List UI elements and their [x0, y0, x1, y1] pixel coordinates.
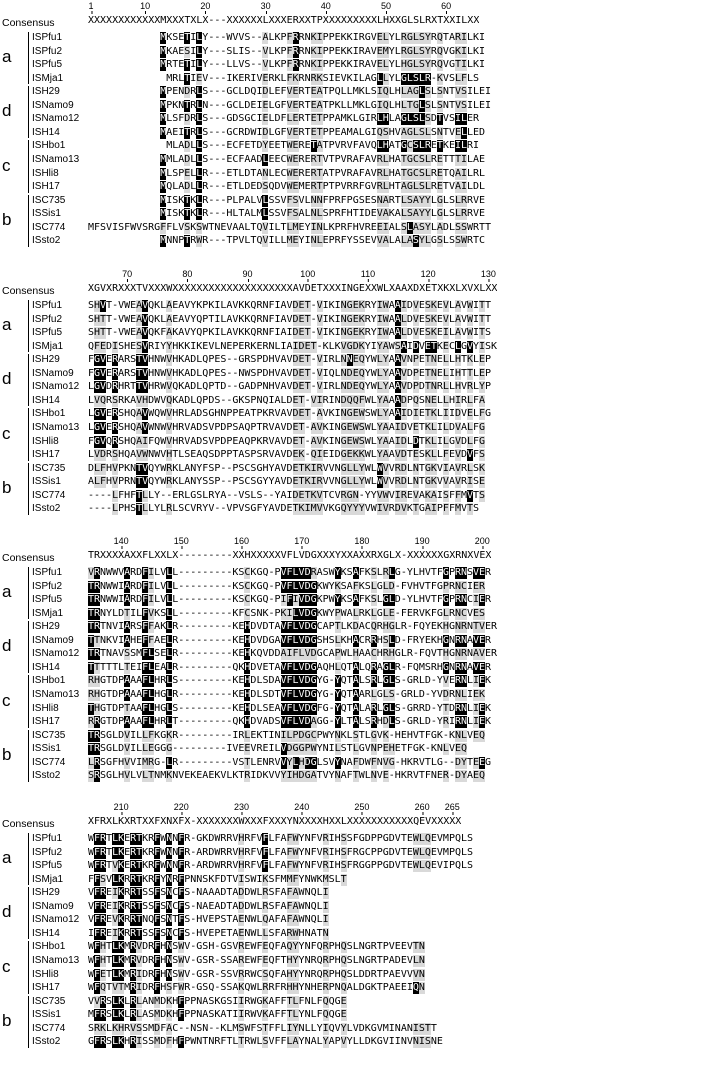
sequence-name: ISNamo9: [32, 99, 74, 111]
ruler-tick: 140: [113, 536, 129, 546]
ruler-tick: 180: [354, 536, 370, 546]
alignment-block: [0, 268, 708, 533]
sequence-name: ISC774: [32, 489, 66, 501]
ruler-tick: 60: [441, 1, 452, 11]
sequence-name: ISNamo13: [32, 954, 80, 966]
sequence-name: ISC735: [32, 729, 66, 741]
group-bracket: [28, 941, 29, 993]
sequence-row: TRSGLDVILLFKGKR---------IRLEKTINILPDGCPWYNKLSTLGVK-HEHVTFGK-KNLVEQ: [88, 729, 486, 741]
group-bracket: [28, 621, 29, 673]
sequence-row: MRTETILY---LLVS--VLKPFRRNKIPPEKKIRAVELYLHGLSYRQVGTILKI: [160, 59, 486, 71]
sequence-row: THGTDPTAAFLHGLS---------KEHDLSEAVFLVDGFG-YQTALARLGLS-GRRD-YTDRNLIEK: [88, 702, 492, 714]
sequence-row: SHTT-VWEAVQKLAEAVYQPTILAVKKQRNFIAVDET-VIKINGEKRYIWAALDVESKEVLAVWITT: [88, 313, 492, 325]
sequence-name: ISPfu5: [32, 594, 63, 606]
sequence-name: ISPfu1: [32, 300, 63, 311]
consensus-label: Consensus: [2, 552, 55, 564]
group-bracket: [28, 86, 29, 138]
ruler-tick: 250: [354, 802, 370, 812]
sequence-name: ISHbo1: [32, 140, 66, 152]
sequence-name: ISPfu1: [32, 32, 63, 43]
sequence-row: TRNWWIARDFILVLL---------KSCKGQ-PIFIVDGKPWYKSAFKSLGLD-YLHVTFGPRNCIER: [88, 594, 492, 606]
sequence-row: VFREIKRRTSSFSNCFS-NAEADTADDWLRSFAFAWNQLI: [88, 900, 329, 912]
sequence-name: ISH14: [32, 126, 60, 138]
sequence-row: WFRTLKERTKRFWNNFR-GKDWRRVHRFVFLFAFWYNFVRIHSSFGDPPGDVTEWLQEVMPQLS: [88, 833, 473, 844]
sequence-row: TRSGLDVILLEGGG---------IVEEVREILVDGGPWYNILSTLGVNPEHETFGK-KNLVEQ: [88, 743, 467, 755]
consensus-label: Consensus: [2, 818, 55, 830]
sequence-row: VRNWWVARDFILVLL---------KSCKGQ-PVFLVDRASWYKSAFKSLRLG-YLHVTFGPRNSVER: [88, 567, 492, 578]
group-letter: a: [2, 582, 12, 602]
group-letter: b: [2, 477, 12, 497]
sequence-name: ISNamo13: [32, 153, 80, 165]
sequence-name: ISHbo1: [32, 408, 66, 420]
group-letter: b: [2, 744, 12, 764]
group-bracket: [28, 140, 29, 192]
sequence-name: ISSis1: [32, 1009, 61, 1021]
sequence-row: MQLADLLR---ETLDEDSQDVWEMERTPTPVRRFGVRLHTAGLSLRETVAILDL: [160, 181, 486, 193]
sequence-row: TTNKVIAHEFFAELR---------KEHDVDGAVFLVDGSHSLKHACRRHSLD-FRYEKHGNRNAVER: [88, 634, 492, 646]
sequence-row: GFRSLKHRISSMDFHFPWNTNRFTLTRWLSVFFLAYNALYAPVYLLDKGVIINVNISNE: [88, 1036, 443, 1048]
sequence-name: ISSis1: [32, 743, 61, 755]
sequence-row: TTTTTLTEIFLEALR---------QKHDVETAVFLVDGAQHLQTALQRAGLR-FQMSRHGNRNAVER: [88, 661, 492, 673]
sequence-row: IFREIKRRTSSFSNCFS-HVEPETAENWLLSFARWHNATN: [88, 927, 329, 939]
sequence-name: ISH17: [32, 716, 60, 728]
sequence-row: TRNYLDTILFVKSLL---------KFCSNK-PKILVDGKWYPWALRKLGLE-FERVKFGLRNCVES: [88, 607, 486, 619]
sequence-name: ISH29: [32, 354, 60, 366]
alignment-block: [0, 0, 708, 265]
sequence-row: SRKLKHRVSSMDFAC--NSN--KLMSWFSTFFLIYNLLYIQVYLVDKGVMINANISTT: [88, 1022, 437, 1034]
group-bracket: [28, 887, 29, 939]
ruler-tick: 80: [182, 269, 193, 279]
sequence-name: ISMja1: [32, 873, 64, 885]
sequence-row: MPENDRLS---GCLDQIDLEFVERTEATPQLLMKLSIQLHLAGLSLSNTVSILEI: [160, 86, 492, 98]
sequence-row: MLSFDRLS---GDSGCIELDFLERTETPPAMKLGIRLHLAGLSLSDTVSILER: [160, 113, 480, 125]
consensus-label: Consensus: [2, 285, 55, 297]
sequence-row: LVDRSHQAVWNWVHTLSEAQSDPPTASPSRVAVDEK-QIEIDGEKKWLYAAVDTESKLLFEVDVFS: [88, 449, 486, 461]
sequence-row: LRSGFHVVIMRG-LR---------VSTLENRVVYLHDGLSVYNAFDWFNVG-HKRVTLG--DYTEEG: [88, 756, 492, 768]
group-bracket: [28, 300, 29, 352]
ruler-tick: 100: [300, 269, 316, 279]
group-bracket: [28, 463, 29, 515]
sequence-name: ISH17: [32, 181, 60, 193]
sequence-row: MLSPELLR---ETLDTANLECWERERTATPVRAFAVRLHATGCSLRETQAILRL: [160, 167, 486, 179]
sequence-row: MKSETILY---WVVS--ALKPFRRNKIPPEKKIRGVELYLRGLSYRQTARILKI: [160, 32, 486, 43]
sequence-row: WFHTLKMRVDRFHNSWV-GSH-GSVREWFEQFAQYYNFQRPHQSLNGRTPVEEVTN: [88, 941, 425, 953]
sequence-row: SHTT-VWEAVQKFAKAVYQPKILAVKKQRNFIAIDET-VIKINGEKRYIWAALDVESKEILAVWITS: [88, 327, 492, 339]
group-bracket: [28, 833, 29, 885]
sequence-row: MKAESILY---SLIS--VLKPFRRNKIPPEKKIRAVEMYLRGLSYRQVGKILKI: [160, 45, 486, 57]
sequence-name: ISsto2: [32, 1036, 61, 1048]
sequence-row: MLADLLS---ECFETDYEETWERETATPVRVFAVQLHATGCSLRETKEILRI: [166, 140, 480, 152]
sequence-row: MISKTKLR---PLPALVLSSVFSVLNNFPRFPGSESNARTLSAYYLGLSLRRVE: [160, 194, 486, 206]
sequence-name: ISH14: [32, 661, 60, 673]
sequence-row: WFQTVTMRIDRFHSFWR-GSQ-SSAKQWLRRFRHHYNHERPNQALDGKTPAEEIQN: [88, 982, 425, 994]
ruler-tick: 160: [233, 536, 250, 546]
group-bracket: [28, 675, 29, 727]
sequence-name: ISHli8: [32, 968, 59, 980]
group-letter: d: [2, 101, 12, 121]
sequence-name: ISSis1: [32, 208, 61, 220]
sequence-name: ISPfu5: [32, 59, 63, 71]
group-letter: a: [2, 47, 12, 67]
sequence-name: ISsto2: [32, 503, 61, 515]
sequence-row: WFRTVKERTKRFWNNFR-ARDWRRVHRFVFLFAFWYNFVRIHSFRGGPPGDVTEWLQEVIPQLS: [88, 860, 473, 872]
sequence-name: ISNamo9: [32, 367, 74, 379]
sequence-name: ISC735: [32, 462, 66, 474]
sequence-row: ----LFHFTLLY--ERLGSLRYA--VSLS--YAIDETKVTCVRGN-YYVWVIREVAKAISFFMVTS: [88, 489, 486, 501]
sequence-row: FGVQRSHQAIFQWVHRVADSVPDPEAQPKRVAVDET-AVKINGEWSWLYAAIDLDTKLILGVDLFG: [88, 435, 486, 447]
sequence-name: ISHli8: [32, 702, 59, 714]
sequence-name: ISNamo13: [32, 688, 80, 700]
sequence-name: ISNamo12: [32, 914, 80, 926]
sequence-row: DLFHVPKNTVQYWRKLANYFSP--PSCSGHYAVDETKIRVVNGLLYWLWVVRDLNTGKVIAVRLSK: [88, 462, 486, 474]
sequence-row: SHVT-VWEAVQKLAEAVYKPKILAVKKQRNFIAVDET-VIKINGEKRYIWAAIDVESKEVLAVWITT: [88, 300, 492, 311]
group-bracket: [28, 730, 29, 782]
sequence-row: RHGTDPAAAFLHRLS---------KEHDLSDAVFLVDGYG-YQTALSRLGLS-GRLD-YVERNLIEK: [88, 675, 492, 687]
sequence-name: ISMja1: [32, 340, 64, 352]
group-letter: a: [2, 848, 12, 868]
sequence-row: MFRSLKLRLASMDKHFPPNASKATIIRWVKAFFTLYNLFQQGE: [88, 1009, 347, 1021]
sequence-name: ISNamo13: [32, 421, 80, 433]
sequence-name: ISPfu2: [32, 846, 63, 858]
sequence-row: LGVERSHQAVWNWVHRVADSVPDPSAQPTRVAVDET-AVKINGEWSWLYAAIDVETKLILDVALFG: [88, 421, 486, 433]
sequence-name: ISPfu1: [32, 567, 63, 578]
sequence-row: MNNPTRWR---TPVLTQVILLMEYINLEPRFYSSEVVALALASYLGSLSSWRTC: [160, 235, 486, 247]
sequence-name: ISPfu2: [32, 313, 63, 325]
group-letter: b: [2, 1010, 12, 1030]
sequence-name: ISPfu5: [32, 860, 63, 872]
sequence-name: ISH14: [32, 927, 60, 939]
sequence-name: ISC774: [32, 221, 66, 233]
consensus-sequence: XGVXRXXXTVXXXWXXXXXXXXXXXXXXXXXXXXAVDETXXXINGEXXWLXAAXDXETXKXLXVXLXX: [88, 283, 498, 294]
sequence-row: ----LPHSTLLYLRLSCVRYV--VPVSGFYAVDETKIMVVKGQYYYVWIVRDVKTGAIPFFMVTS: [88, 503, 480, 515]
sequence-name: ISC735: [32, 995, 66, 1007]
ruler-tick: 150: [173, 536, 189, 546]
sequence-name: ISSis1: [32, 476, 61, 488]
sequence-row: TRTNVIARSFFAKLR---------KEHDVDTAVFLVDGCAPTLKDACQRHGLR-FQYEKHGNRNTVER: [88, 621, 498, 633]
sequence-row: MFSVISFWVSRGFFLVSKSWTNEVAALTQVILTLMEYINLKPRFHVREEIALSLASYLADLSSWRTT: [88, 221, 492, 233]
group-bracket: [28, 567, 29, 619]
alignment-block: [0, 535, 708, 800]
sequence-row: WFRTLKERTKRFWNNFR-ARDWRRVHRFVFLFAFWYNFVRIHSFRGCPPGDVTEWLQEVMPQLS: [88, 846, 473, 858]
sequence-name: ISPfu5: [32, 327, 63, 339]
ruler-tick: 20: [200, 1, 211, 11]
group-letter: d: [2, 636, 12, 656]
sequence-row: WFETLKMRIDRFHNSWV-GSR-SSVRRWCSQFAHYYNRQRPHQSLDDRTPAEVVVN: [88, 968, 425, 980]
sequence-name: ISH29: [32, 621, 60, 633]
ruler-tick: 110: [360, 269, 376, 279]
consensus-sequence: TRXXXXAXXFLXXLX---------XXHXXXXXVFLVDGXXXYXXAXXRXGLX-XXXXXXGXRNXVEX: [88, 550, 492, 561]
ruler-tick: 240: [294, 802, 310, 812]
group-letter: c: [2, 690, 11, 710]
sequence-name: ISNamo9: [32, 634, 74, 646]
group-letter: d: [2, 902, 12, 922]
ruler-tick: 190: [414, 536, 430, 546]
sequence-name: ISH29: [32, 887, 60, 899]
group-letter: a: [2, 315, 12, 335]
sequence-name: ISPfu2: [32, 580, 63, 592]
sequence-row: LVQRSRKAVHDWVQKADLQPDS--GKSPNQIALDET-VIRINDQQFWLYAAADPQSNELLHIRLFA: [88, 394, 486, 406]
group-letter: c: [2, 155, 11, 175]
sequence-row: TRNWWIARDFILVLL---------KSCKGQ-PVFLVDGKWYKSAFKSLGLD-FVHVTFGPRNCIER: [88, 580, 486, 592]
ruler-tick: 10: [140, 1, 151, 11]
sequence-name: ISH29: [32, 86, 60, 98]
sequence-row: MISKTKLR---HLTALMLSSVFSALNLSPRFHTIDEVAKALSAYYLGLSLRRVE: [160, 208, 486, 220]
sequence-name: ISH14: [32, 394, 60, 406]
ruler-tick: 170: [294, 536, 310, 546]
sequence-row: LGVERSHQAVWQWVHRLADSGHNPPEATPKRVAVDET-AVKINGEWSWLYAAIDIETKLIIDVELFG: [88, 408, 492, 420]
sequence-name: ISsto2: [32, 235, 61, 247]
alignment-block: [0, 801, 708, 1066]
ruler-tick: 50: [380, 1, 391, 11]
sequence-name: ISPfu1: [32, 833, 63, 844]
sequence-row: MMLADLLS---ECFAADLEECWERERTVTPVRAFAVRLHATGCSLRETTTILAE: [160, 153, 486, 165]
ruler-tick: 90: [242, 269, 253, 279]
group-bracket: [28, 996, 29, 1048]
ruler-tick: 230: [233, 802, 250, 812]
sequence-name: ISNamo12: [32, 381, 80, 393]
sequence-row: MPKNTRLN---GCLDEIELGFVERTEATPKLLMKLGIQLHLTGLSLSNTVSILEI: [160, 99, 492, 111]
sequence-name: ISH17: [32, 982, 60, 994]
sequence-name: ISC774: [32, 1022, 66, 1034]
sequence-row: FGVERARSTVHNWVHKADLQPES--NWSPDHVAVDET-VIQLNDEQYWLYAAVDPETNELIHTTLEP: [88, 367, 492, 379]
sequence-row: VVRSLKLRLANMDKHFPPNASKGSIIRWGKAFFTLFNLFQQGE: [88, 995, 347, 1007]
sequence-row: RHGTDPAAAFLHGLR---------KEHDLSDTVFLVDGYG-YQTAARLGLS-GRLD-YVDRNLIEK: [88, 688, 486, 700]
ruler-tick: 70: [122, 269, 133, 279]
sequence-row: FGVERARSTVHNWVHKADLQPES--GRSPDHVAVDET-VIRLNNEQYWLYAAVNPETNELLHTKLEP: [88, 354, 492, 366]
group-bracket: [28, 354, 29, 406]
ruler-tick: 200: [474, 536, 490, 546]
sequence-row: MAEITRLS---GCRDWIDLGFVERTETPPEAMALGIQSHVAGLSLSNTVELLED: [160, 126, 486, 138]
sequence-name: ISPfu2: [32, 45, 63, 57]
ruler-tick: 265: [444, 802, 460, 812]
ruler-tick: 210: [113, 802, 129, 812]
sequence-row: RRGTDPAAAFLHRLT---------QKHDVADSVFLVDAGG-YLTALSRHDLS-GRLD-YRIRNLIEK: [88, 716, 492, 728]
consensus-sequence: XFRXLKXRTXXFXNXFX-XXXXXXXWXXXFXXXYNXXXXHXXLXXXXXXXXXXXQEVXXXXX: [88, 816, 462, 827]
sequence-name: ISHbo1: [32, 941, 66, 953]
sequence-name: ISNamo12: [32, 648, 80, 660]
sequence-name: ISNamo12: [32, 113, 80, 125]
sequence-row: TRTNAVSSMFLSELR---------KEHKQVDDAIFLVDGCAPWLHAACHRHGLR-FQVTHGNRNAVER: [88, 648, 498, 660]
sequence-row: VFREVKRRTNQFSNTFS-HVEPSTAENWLQAFAFAWNQLI: [88, 914, 329, 926]
sequence-name: ISsto2: [32, 770, 61, 782]
ruler-tick: 260: [414, 802, 430, 812]
group-letter: d: [2, 369, 12, 389]
sequence-row: FFSVLKRRTKRFYNRFPNNSKFDTVISWIKSFMMFYNWKMSLT: [88, 873, 347, 885]
sequence-row: MRLTIEV---IKERIVERKLFKRNRKSIEVKILAGLLYLGLSLR-KVSLFLS: [166, 72, 480, 84]
ruler-tick: 30: [260, 1, 271, 11]
sequence-row: LGVDRHRTTVHRWVQKADLQPTD--GADPNHVAVDET-VIRLNDEQYWLYAAVDPDTNRLLHVRLYP: [88, 381, 492, 393]
group-letter: c: [2, 423, 11, 443]
sequence-name: ISHli8: [32, 435, 59, 447]
group-bracket: [28, 408, 29, 460]
ruler-tick: 130: [480, 269, 496, 279]
ruler-tick: 1: [88, 1, 94, 11]
sequence-name: ISC735: [32, 194, 66, 206]
ruler-tick: 40: [320, 1, 331, 11]
sequence-row: VFREIKRRTSSFSNCFS-NAAADTADDWLRSFAFAWNQLI: [88, 887, 329, 899]
sequence-name: ISNamo9: [32, 900, 74, 912]
group-bracket: [28, 32, 29, 84]
sequence-name: ISHli8: [32, 167, 59, 179]
consensus-label: Consensus: [2, 17, 55, 29]
ruler-tick: 120: [420, 269, 436, 279]
consensus-sequence: XXXXXXXXXXXXMXXXTXLX---XXXXXXLXXXERXXTPXXXXXXXXXLHXXGLSLRXTXXILXX: [88, 15, 480, 26]
ruler-tick: 220: [173, 802, 189, 812]
sequence-name: ISC774: [32, 756, 66, 768]
sequence-name: ISMja1: [32, 72, 64, 84]
sequence-row: SRSGLHVLVLTNMKNVEKEAEKVLKTRIDKVVYIHDGATVYNAFTWLNVE-HKRVTFNER-DYAEQ: [88, 770, 486, 782]
group-bracket: [28, 195, 29, 247]
sequence-name: ISMja1: [32, 607, 64, 619]
group-letter: b: [2, 209, 12, 229]
sequence-name: ISH17: [32, 449, 60, 461]
sequence-row: ALFHVPRNTVQYWRKLANYSSP--PSCSGYYAVDETKIRVVNGLLYWLWVVRDLNTGKVVAVRISE: [88, 476, 486, 488]
group-letter: c: [2, 956, 11, 976]
sequence-row: WFHTLKMRVDRFHNSWV-GSR-SSAREWFEQFTHYYNRQRPHQSLNGRTPADEVLN: [88, 954, 425, 966]
sequence-row: QFEDISHESVRIYYHKKIKEVLNEPERKERNLIAIDET-KLKVGDKYIYAWSAIDVETKECLGVYISK: [88, 340, 498, 352]
sequence-name: ISHbo1: [32, 675, 66, 687]
